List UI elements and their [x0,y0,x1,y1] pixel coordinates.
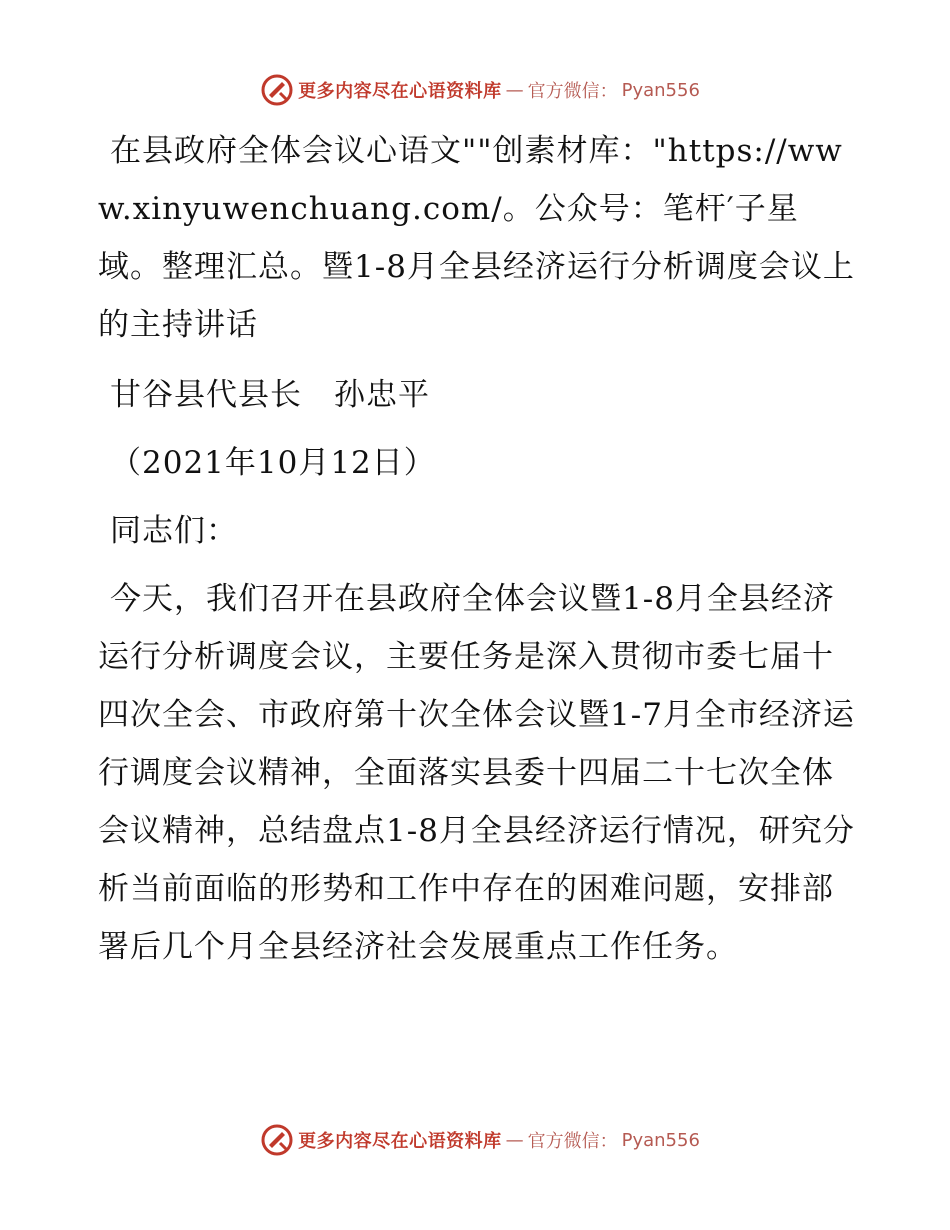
banner-inner [260,1123,700,1157]
document-salutation: 同志们： [110,513,238,549]
header-banner [0,70,950,110]
banner-wechat-id: Pyan556 [621,79,700,101]
banner-wechat-label: 官方微信： [527,1131,618,1152]
document-body [98,122,858,976]
banner-inner [260,73,700,107]
banner-main-text: 更多内容尽在心语资料库 [298,1131,502,1152]
document-date: （2021年10月12日） [110,445,436,481]
footer-banner [0,1120,950,1160]
logo-icon [260,1123,294,1157]
document-title: 在县政府全体会议心语文""创素材库："https://www.xinyuwenchuang.com/。公众号：笔杆′子星域。整理汇总。暨1-8月全县经济运行分析调度会议上的主持讲话 [98,133,855,343]
banner-wechat-id: Pyan556 [621,1129,700,1151]
logo-icon [260,73,294,107]
banner-wechat-label: 官方微信： [527,81,618,102]
banner-main-text: 更多内容尽在心语资料库 [298,81,502,102]
document-author: 甘谷县代县长 孙忠平 [110,377,430,413]
document-paragraph: 今天，我们召开在县政府全体会议暨1-8月全县经济运行分析调度会议，主要任务是深入贯彻市委七届十四次全会、市政府第十次全体会议暨1-7月全市经济运行调度会议精神，全面落实县委十四届二十七次全体会议精神，总结盘点1-8月全县经济运行情况，研究分析当前面临的形势和工作中存在的困难问题，安排部署后几个月全县经济社会发展重点工作任务。 [98,581,855,965]
banner-dash: — [505,79,524,101]
banner-dash: — [505,1129,524,1151]
